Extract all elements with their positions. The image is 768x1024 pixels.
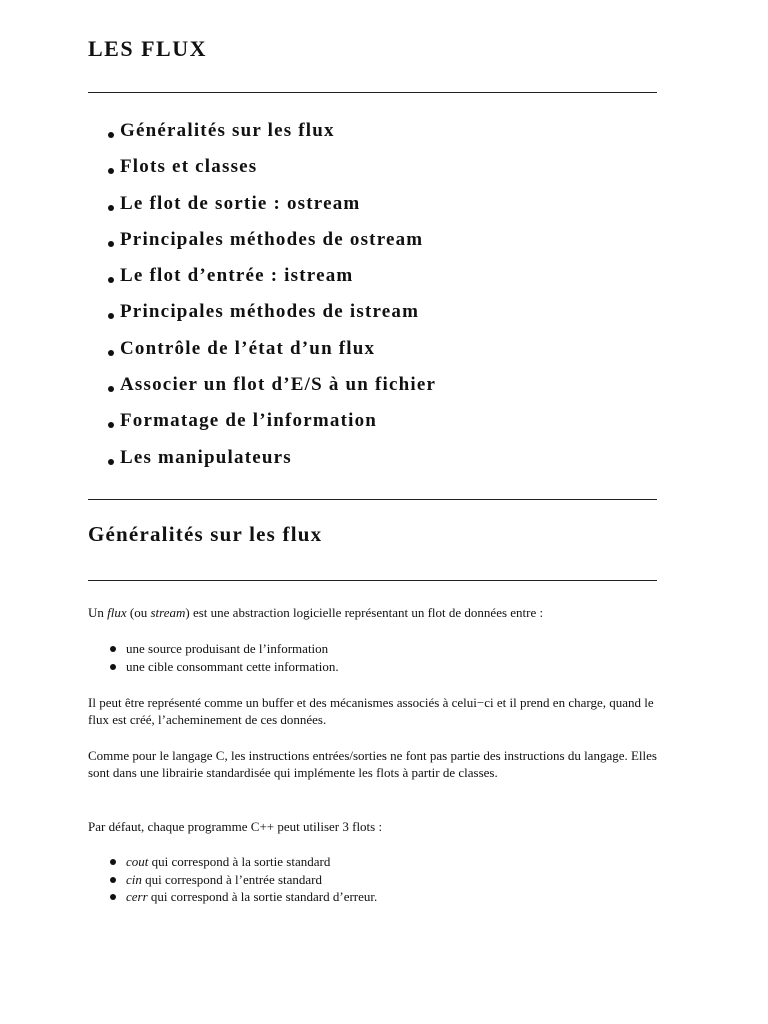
- toc-item[interactable]: [108, 298, 436, 334]
- toc-item[interactable]: [108, 335, 436, 371]
- table-of-contents: [108, 117, 436, 480]
- list-item-text: [126, 871, 322, 889]
- bullet-icon: [108, 350, 114, 356]
- toc-item-label: Principales méthodes de ostream: [120, 228, 424, 250]
- list-item-text: une source produisant de l’information: [126, 641, 329, 656]
- list-item: [110, 640, 339, 658]
- toc-item-label: Les manipulateurs: [120, 446, 292, 468]
- list-item-text: [126, 888, 377, 906]
- toc-item-label: Flots et classes: [120, 156, 258, 178]
- divider: [88, 580, 657, 581]
- toc-item[interactable]: [108, 444, 436, 480]
- toc-item-label: Généralités sur les flux: [120, 120, 335, 141]
- toc-item-label: Formatage de l’information: [120, 410, 378, 432]
- divider: [88, 92, 657, 93]
- bullet-icon: [108, 277, 114, 283]
- list-item: [110, 888, 377, 906]
- bullet-icon: [108, 168, 114, 174]
- intro-suffix: ) est une abstraction logicielle représentant un flot de données entre :: [185, 605, 544, 620]
- toc-item-label: Principales méthodes de istream: [120, 301, 420, 323]
- toc-item[interactable]: [108, 371, 436, 407]
- buffer-paragraph: Il peut être représenté comme un buffer et des mécanismes associés à celui−ci et il prend en charge, quand le flux est créé, l’acheminement de ces données.: [88, 695, 654, 727]
- intro-paragraph: [88, 604, 658, 621]
- list-item-text: une cible consommant cette information.: [126, 658, 339, 674]
- list-item: [110, 658, 339, 676]
- document-title: LES FLUX: [88, 36, 207, 61]
- toc-item-label: Le flot de sortie : ostream: [120, 192, 361, 214]
- flots-list: [110, 853, 377, 906]
- list-item: [110, 853, 377, 871]
- flot-desc: qui correspond à l’entrée standard: [141, 871, 323, 887]
- toc-item[interactable]: [108, 262, 436, 298]
- flot-name: cout: [126, 854, 149, 869]
- langage-paragraph: Comme pour le langage C, les instructions entrées/sorties ne font pas partie des instructions du langage. Elles sont dans une librairie standardisée qui implémente les flots à partir de classes.: [88, 748, 657, 780]
- bullet-icon: [108, 241, 114, 247]
- toc-item[interactable]: [108, 226, 436, 262]
- bullet-icon: [110, 877, 116, 883]
- bullet-icon: [108, 132, 114, 138]
- endpoints-list: [110, 640, 339, 675]
- bullet-icon: [108, 422, 114, 428]
- toc-item[interactable]: [108, 153, 436, 189]
- bullet-icon: [110, 894, 116, 900]
- bullet-icon: [110, 646, 116, 652]
- section-title: Généralités sur les flux: [88, 522, 323, 546]
- flot-name: cin: [126, 871, 142, 887]
- bullet-icon: [108, 459, 114, 465]
- flot-name: cerr: [126, 889, 148, 904]
- list-item: [110, 871, 377, 889]
- toc-item-label: Contrôle de l’état d’un flux: [120, 337, 376, 359]
- bullet-icon: [108, 205, 114, 211]
- list-item-text: [126, 853, 330, 871]
- intro-prefix: Un: [88, 605, 108, 620]
- toc-item[interactable]: [108, 407, 436, 443]
- bullet-icon: [108, 386, 114, 392]
- divider: [88, 499, 657, 500]
- toc-item-label: Le flot d’entrée : istream: [120, 265, 354, 287]
- flot-desc: qui correspond à la sortie standard d’erreur.: [147, 889, 378, 904]
- term-stream: stream: [150, 605, 186, 620]
- bullet-icon: [108, 313, 114, 319]
- toc-item-label: Associer un flot d’E/S à un fichier: [120, 374, 437, 396]
- default-flots-paragraph: Par défaut, chaque programme C++ peut utiliser 3 flots :: [88, 819, 383, 834]
- intro-middle: (ou: [126, 605, 151, 620]
- bullet-icon: [110, 664, 116, 670]
- toc-item[interactable]: [108, 190, 436, 226]
- toc-item[interactable]: [108, 117, 436, 153]
- bullet-icon: [110, 859, 116, 865]
- term-flux: flux: [107, 605, 127, 620]
- flot-desc: qui correspond à la sortie standard: [148, 854, 331, 869]
